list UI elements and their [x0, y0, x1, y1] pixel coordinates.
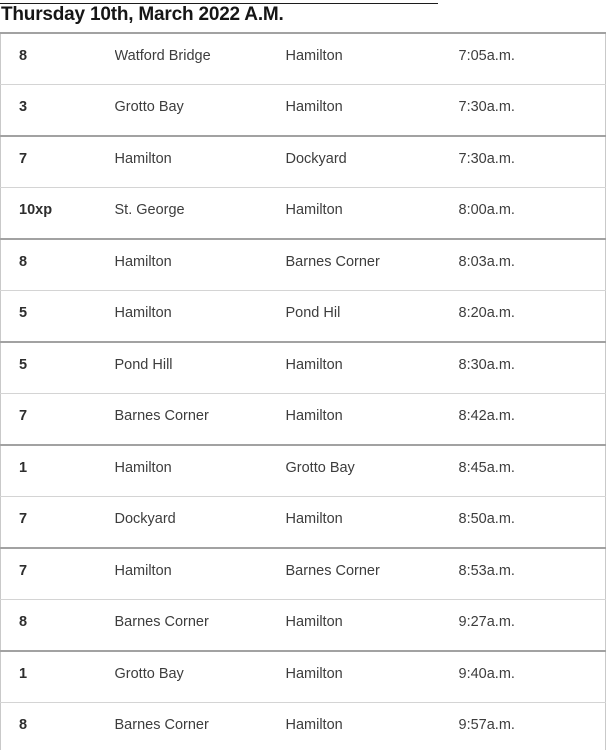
top-edge-line	[0, 3, 438, 4]
schedule-body	[1, 33, 606, 750]
time-cell: 8:03a.m.	[459, 239, 606, 291]
schedule-row	[1, 342, 606, 394]
origin-cell: Grotto Bay	[115, 85, 286, 137]
time-cell: 7:30a.m.	[459, 85, 606, 137]
origin-cell: Barnes Corner	[115, 600, 286, 652]
destination-cell: Hamilton	[286, 651, 459, 703]
time-cell: 8:20a.m.	[459, 291, 606, 343]
destination-cell: Hamilton	[286, 703, 459, 750]
destination-cell: Dockyard	[286, 136, 459, 188]
schedule-row	[1, 33, 606, 85]
route-cell: 8	[1, 33, 115, 85]
schedule-row	[1, 445, 606, 497]
time-cell: 9:57a.m.	[459, 703, 606, 750]
route-cell: 1	[1, 445, 115, 497]
destination-cell: Pond Hil	[286, 291, 459, 343]
schedule-row	[1, 136, 606, 188]
schedule-page	[0, 3, 606, 750]
schedule-table	[0, 32, 606, 750]
route-cell: 5	[1, 291, 115, 343]
route-cell: 7	[1, 497, 115, 549]
schedule-row	[1, 600, 606, 652]
schedule-row	[1, 497, 606, 549]
origin-cell: Barnes Corner	[115, 394, 286, 446]
origin-cell: Hamilton	[115, 136, 286, 188]
origin-cell: Hamilton	[115, 291, 286, 343]
time-cell: 7:05a.m.	[459, 33, 606, 85]
time-cell: 7:30a.m.	[459, 136, 606, 188]
destination-cell: Hamilton	[286, 394, 459, 446]
origin-cell: Dockyard	[115, 497, 286, 549]
schedule-row	[1, 703, 606, 750]
time-cell: 9:40a.m.	[459, 651, 606, 703]
destination-cell: Hamilton	[286, 497, 459, 549]
origin-cell: St. George	[115, 188, 286, 240]
time-cell: 9:27a.m.	[459, 600, 606, 652]
origin-cell: Pond Hill	[115, 342, 286, 394]
destination-cell: Hamilton	[286, 188, 459, 240]
time-cell: 8:30a.m.	[459, 342, 606, 394]
destination-cell: Barnes Corner	[286, 548, 459, 600]
time-cell: 8:50a.m.	[459, 497, 606, 549]
route-cell: 8	[1, 703, 115, 750]
route-cell: 7	[1, 394, 115, 446]
schedule-row	[1, 291, 606, 343]
route-cell: 8	[1, 239, 115, 291]
time-cell: 8:00a.m.	[459, 188, 606, 240]
destination-cell: Hamilton	[286, 85, 459, 137]
origin-cell: Hamilton	[115, 445, 286, 497]
schedule-row	[1, 188, 606, 240]
schedule-row	[1, 548, 606, 600]
destination-cell: Barnes Corner	[286, 239, 459, 291]
schedule-row	[1, 239, 606, 291]
page-title: Thursday 10th, March 2022 A.M.	[1, 4, 284, 25]
route-cell: 7	[1, 548, 115, 600]
origin-cell: Barnes Corner	[115, 703, 286, 750]
destination-cell: Hamilton	[286, 600, 459, 652]
route-cell: 1	[1, 651, 115, 703]
time-cell: 8:45a.m.	[459, 445, 606, 497]
origin-cell: Grotto Bay	[115, 651, 286, 703]
origin-cell: Hamilton	[115, 239, 286, 291]
route-cell: 5	[1, 342, 115, 394]
time-cell: 8:42a.m.	[459, 394, 606, 446]
route-cell: 8	[1, 600, 115, 652]
origin-cell: Watford Bridge	[115, 33, 286, 85]
schedule-row	[1, 85, 606, 137]
route-cell: 3	[1, 85, 115, 137]
time-cell: 8:53a.m.	[459, 548, 606, 600]
schedule-row	[1, 394, 606, 446]
route-cell: 10xp	[1, 188, 115, 240]
destination-cell: Hamilton	[286, 342, 459, 394]
route-cell: 7	[1, 136, 115, 188]
origin-cell: Hamilton	[115, 548, 286, 600]
schedule-row	[1, 651, 606, 703]
destination-cell: Grotto Bay	[286, 445, 459, 497]
destination-cell: Hamilton	[286, 33, 459, 85]
